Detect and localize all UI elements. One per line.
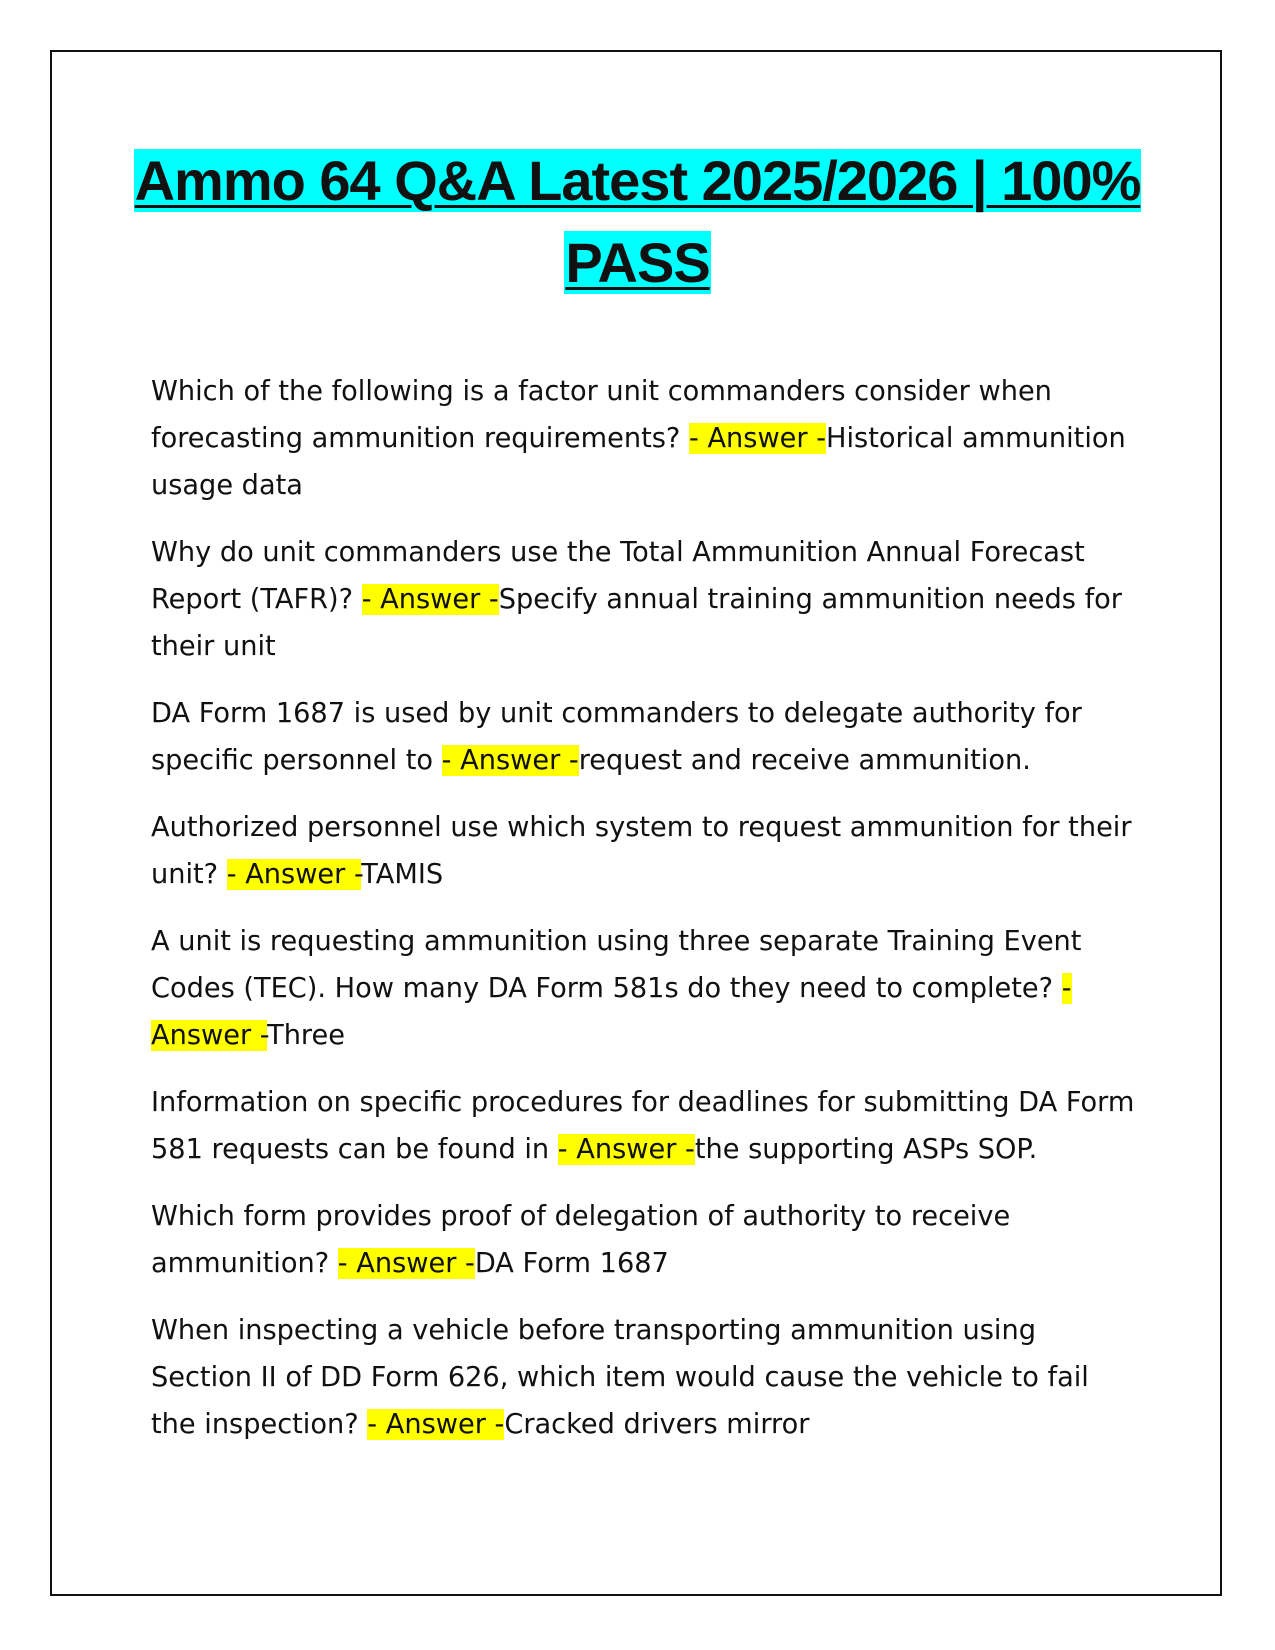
answer-marker: - Answer - [689,423,827,454]
question-text: Which of the following is a factor unit commanders consider when forecasting ammunition requirements? [151,376,1052,454]
qa-list [151,368,1136,1468]
qa-item [151,690,1136,784]
document-title-text: Ammo 64 Q&A Latest 2025/2026 | 100% PASS [134,149,1141,294]
question-text: Authorized personnel use which system to request ammunition for their unit? [151,812,1132,890]
question-text: Why do unit commanders use the Total Ammunition Annual Forecast Report (TAFR)? [151,537,1085,615]
answer-text: Cracked drivers mirror [504,1409,810,1440]
answer-text: the supporting ASPs SOP. [694,1134,1038,1165]
qa-item [151,1307,1136,1448]
answer-text: Three [267,1020,345,1051]
question-text: A unit is requesting ammunition using three separate Training Event Codes (TEC). How many DA Form 581s do they need to complete? [151,926,1082,1004]
answer-marker: - Answer - [361,584,499,615]
qa-item [151,1079,1136,1173]
qa-item [151,804,1136,898]
question-text: DA Form 1687 is used by unit commanders to delegate authority for specific personnel to [151,698,1082,776]
qa-item [151,1193,1136,1287]
answer-marker: - Answer - [151,973,1072,1051]
answer-marker: - Answer - [367,1409,505,1440]
qa-item [151,918,1136,1059]
answer-text: DA Form 1687 [474,1248,669,1279]
document-title [100,140,1175,304]
answer-marker: - Answer - [441,745,579,776]
answer-marker: - Answer - [226,859,362,890]
answer-text: Specify annual training ammunition needs for their unit [151,584,1122,662]
answer-marker: - Answer - [337,1248,475,1279]
qa-item [151,529,1136,670]
answer-text: request and receive ammunition. [578,745,1031,776]
answer-marker: - Answer - [557,1134,695,1165]
answer-text: Historical ammunition usage data [151,423,1126,501]
question-text: When inspecting a vehicle before transporting ammunition using Section II of DD Form 626, which item would cause the vehicle to fail the inspection? [151,1315,1089,1440]
question-text: Information on specific procedures for deadlines for submitting DA Form 581 requests can be found in [151,1087,1135,1165]
qa-item [151,368,1136,509]
answer-text: TAMIS [361,859,444,890]
question-text: Which form provides proof of delegation of authority to receive ammunition? [151,1201,1011,1279]
